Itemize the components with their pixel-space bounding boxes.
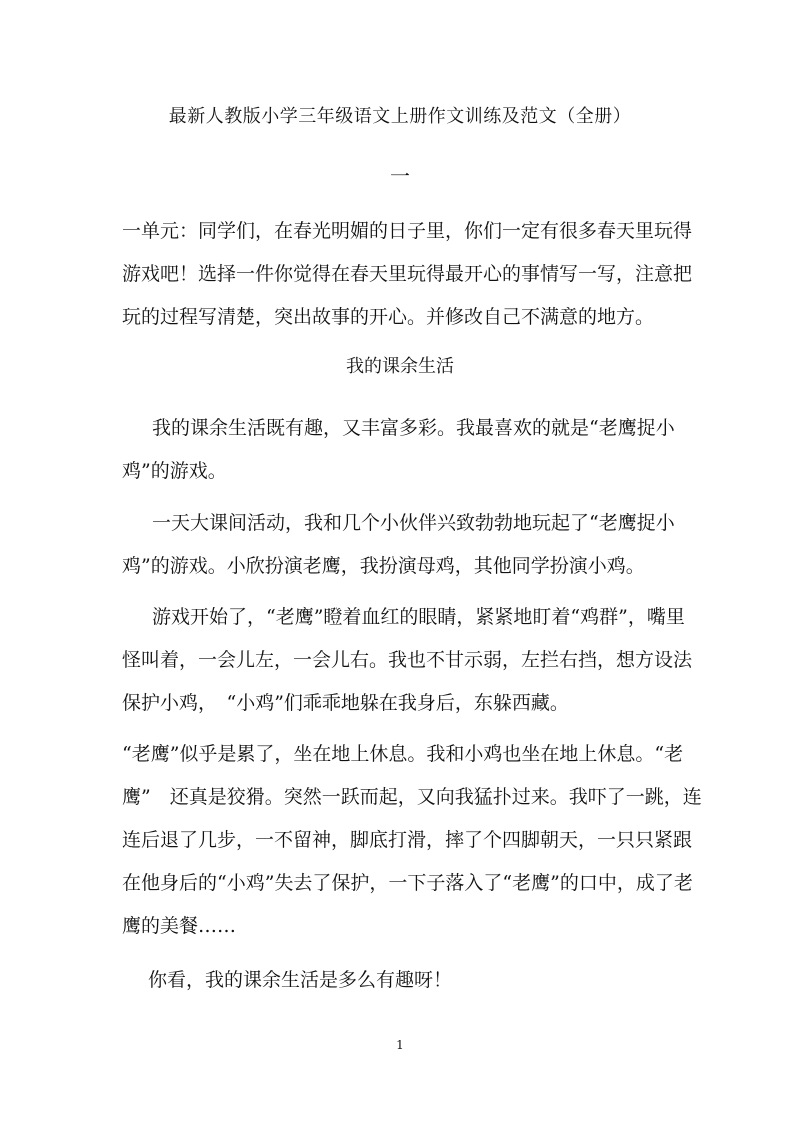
essay-paragraph: 你看，我的课余生活是多么有趣呀！ <box>148 969 453 991</box>
essay-title: 我的课余生活 <box>346 356 454 377</box>
section-number: 一 <box>390 164 410 188</box>
essay-paragraph: 我的课余生活既有趣，又丰富多彩。我最喜欢的就是“老鹰捉小鸡”的游戏。 <box>122 417 675 482</box>
document-title: 最新人教版小学三年级语文上册作文训练及范文（全册） <box>168 106 632 127</box>
essay-paragraph: 一天大课间活动，我和几个小伙伴兴致勃勃地玩起了“老鹰捉小鸡”的游戏。小欣扮演老鹰，我扮演母鸡，其他同学扮演小鸡。 <box>122 512 675 577</box>
essay-paragraph: “老鹰”似乎是累了，坐在地上休息。我和小鸡也坐在地上休息。“老鹰” 还真是狡猾。突然一跃而起，又向我猛扑过来。我吓了一跳，连连后退了几步，一不留神，脚底打滑，摔了个四脚朝天，一只只紧跟在他身后的“小鸡”失去了保护，一下子落入了“老鹰”的口中，成了老鹰的美餐…… <box>122 743 702 937</box>
page-number: 1 <box>396 1038 404 1052</box>
essay-paragraph: 游戏开始了，“老鹰”瞪着血红的眼睛，紧紧地盯着“鸡群”，嘴里怪叫着，一会儿左，一会儿右。我也不甘示弱，左拦右挡，想方设法保护小鸡， “小鸡”们乖乖地躲在我身后，东躲西藏。 <box>122 606 693 714</box>
writing-prompt: 一单元：同学们，在春光明媚的日子里，你们一定有很多春天里玩得游戏吧！选择一件你觉得在春天里玩得最开心的事情写一写，注意把玩的过程写清楚，突出故事的开心。并修改自己不满意的地方。 <box>122 220 693 328</box>
